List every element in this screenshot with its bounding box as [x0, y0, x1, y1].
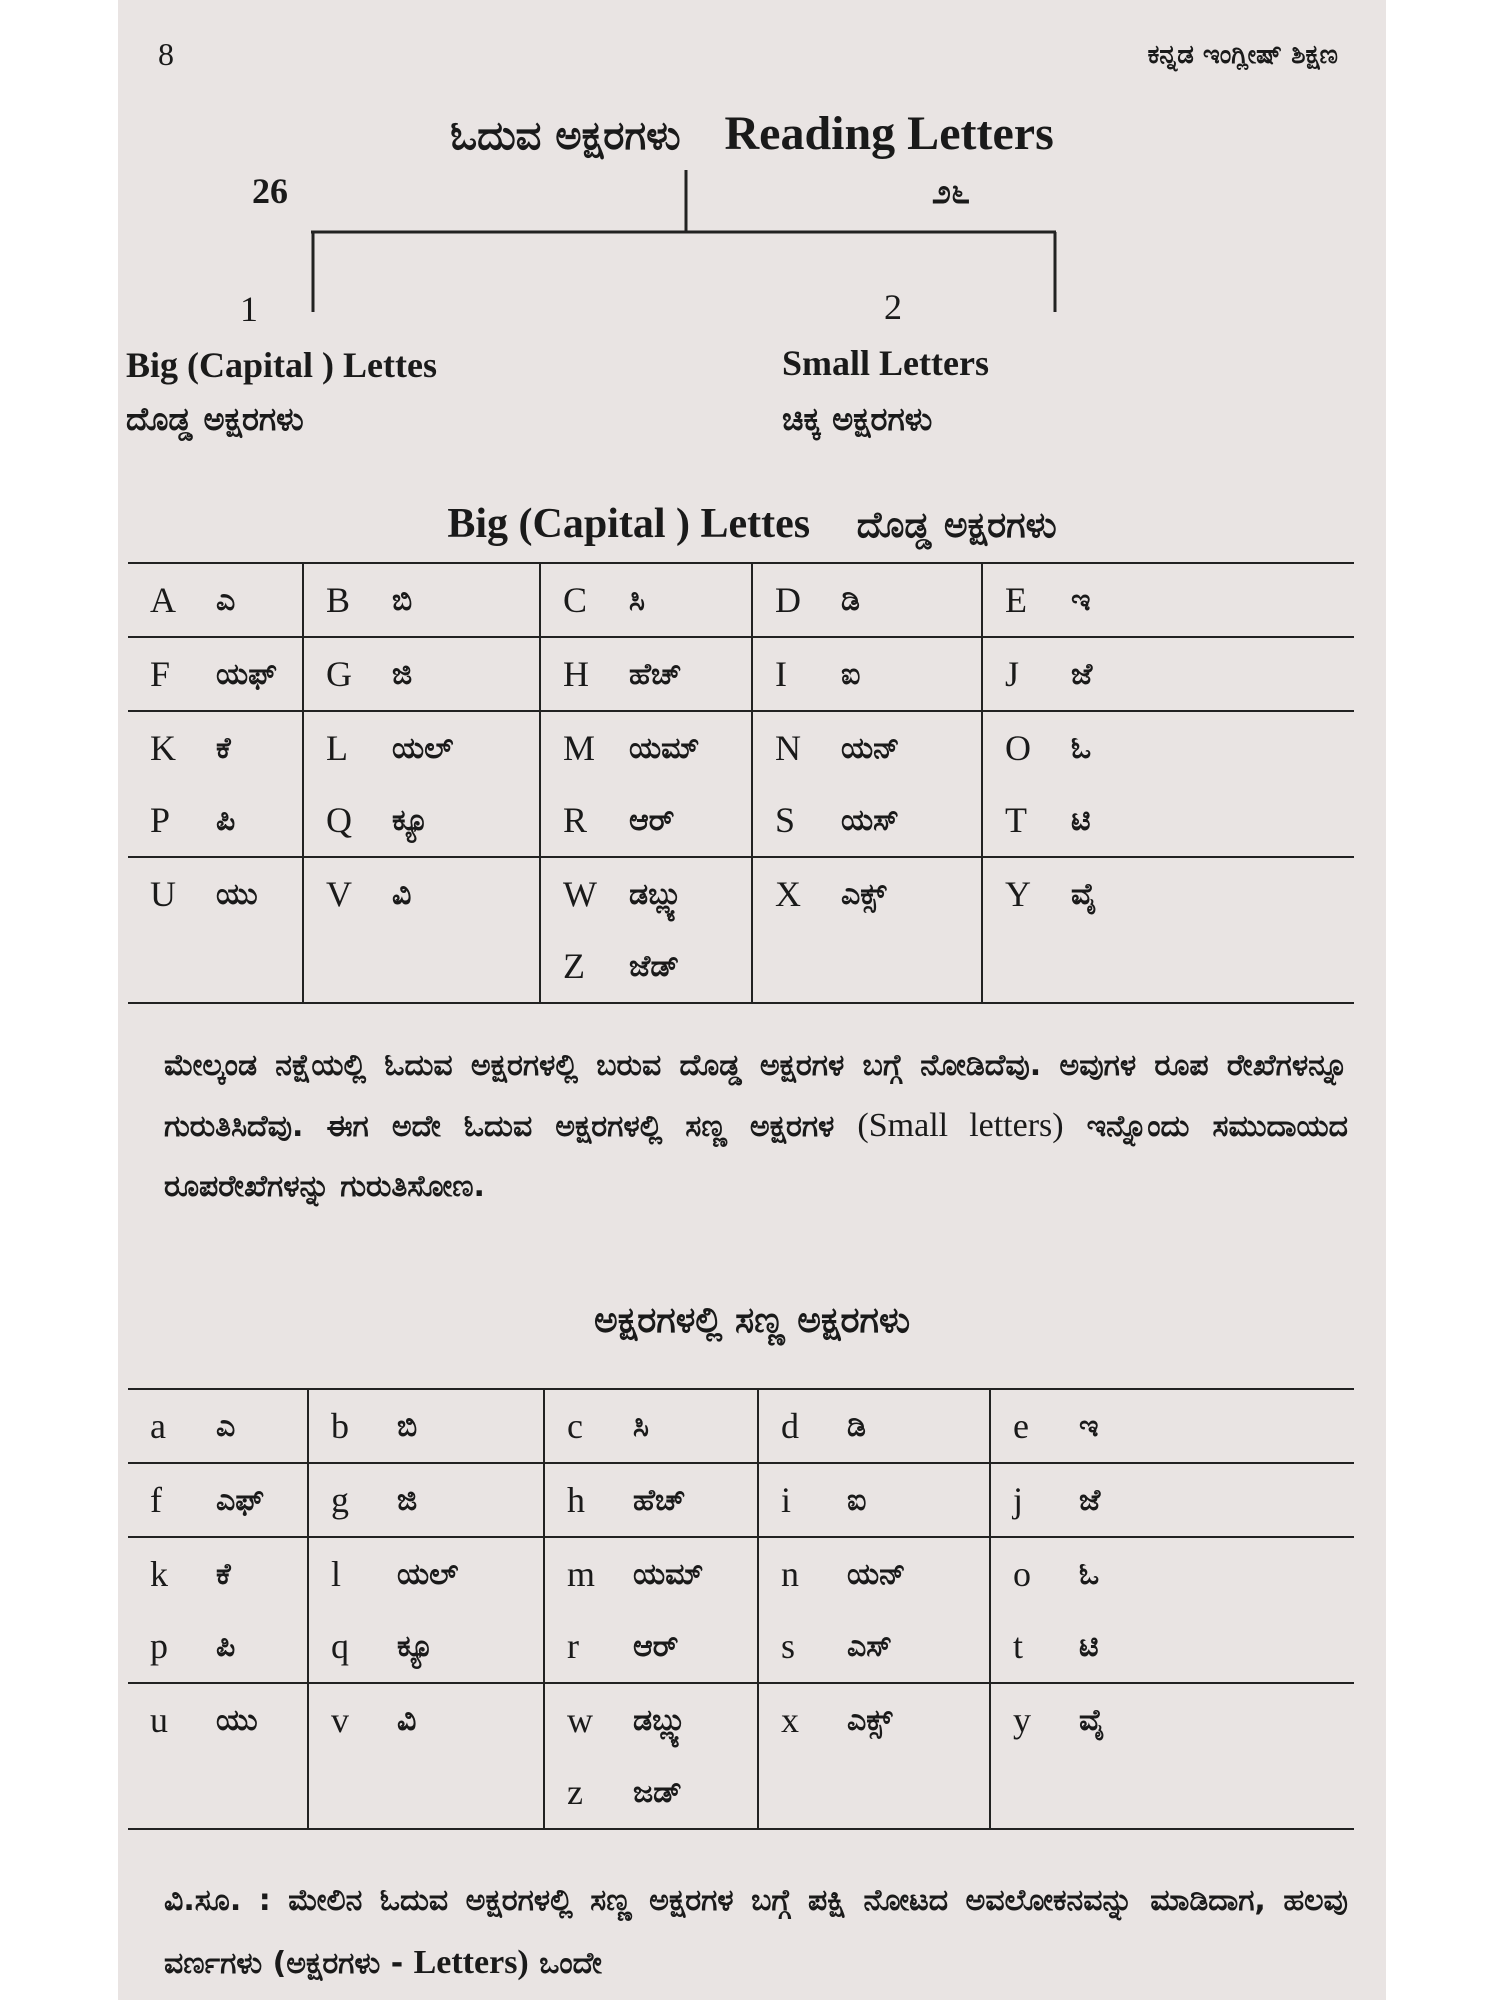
page-number: 8 [158, 36, 174, 72]
letter-entry [304, 638, 539, 710]
letter-entry [983, 712, 1354, 784]
letter-cell [303, 637, 540, 711]
letter: k [150, 1554, 168, 1594]
letter: J [1005, 654, 1020, 694]
letter-entry [545, 1390, 757, 1462]
letter-pronunciation: ಎಫ್ [216, 1482, 265, 1518]
table-row [128, 563, 1354, 637]
letter: h [567, 1480, 585, 1520]
note-english: Letters) [413, 1944, 529, 1981]
letter-entry [128, 784, 302, 856]
letter-entry [753, 784, 981, 856]
letter-entry [309, 1538, 543, 1610]
letter-pronunciation: ಪಿ [216, 1628, 236, 1664]
letter: n [781, 1554, 799, 1594]
letter-pronunciation: ಟಿ [1079, 1628, 1099, 1664]
letter-cell [540, 563, 752, 637]
letter-pronunciation: ಯಫ್ [216, 656, 278, 692]
letter-entry [545, 1684, 757, 1756]
letter-entry [128, 1538, 307, 1610]
letter-entry [545, 1756, 757, 1828]
letter-pronunciation: ಯಲ್ [397, 1556, 459, 1592]
letter: N [775, 728, 801, 768]
letter-cell [758, 1463, 990, 1537]
letter-entry [128, 1610, 307, 1682]
letter-pronunciation: ಯಲ್ [392, 730, 454, 766]
letter-entry [545, 1464, 757, 1536]
letter-cell [540, 857, 752, 1003]
letter-cell [752, 637, 982, 711]
letter: O [1005, 728, 1031, 768]
letter: Q [326, 800, 352, 840]
letter-cell [544, 1389, 758, 1463]
letter: R [563, 800, 588, 840]
letter: z [567, 1772, 583, 1812]
letter-entry [753, 858, 981, 930]
letter-cell [990, 1537, 1354, 1683]
letter: B [326, 580, 351, 620]
letter-pronunciation: ಕೆ [216, 730, 231, 766]
letter-entry [309, 1390, 543, 1462]
letter-entry [304, 564, 539, 636]
letter-entry [541, 564, 751, 636]
letter: y [1013, 1700, 1031, 1740]
letter: t [1013, 1626, 1024, 1666]
letter-pronunciation: ಐ [841, 656, 861, 692]
letter-cell [308, 1537, 544, 1683]
letter-pronunciation: ಯಸ್ [841, 802, 899, 838]
letter-entry [991, 1464, 1354, 1536]
capital-title-english: Big (Capital ) Lettes [447, 501, 811, 547]
letter-pronunciation: ಓ [1071, 730, 1092, 766]
letter: u [150, 1700, 168, 1740]
letter-pronunciation: ವಿ [392, 876, 412, 912]
letter-pronunciation: ಜಿ [392, 656, 413, 692]
letter-cell [540, 711, 752, 857]
letter-entry [983, 564, 1354, 636]
letter-pronunciation: ಡಬ್ಲ್ಯು [633, 1702, 691, 1738]
table-row [128, 711, 1354, 857]
letter: d [781, 1406, 799, 1446]
intro-paragraph [164, 1036, 1348, 1217]
letter: o [1013, 1554, 1031, 1594]
letter-cell [128, 1537, 308, 1683]
note-paragraph [164, 1870, 1348, 1995]
letter-entry [991, 1684, 1354, 1756]
letter-entry [753, 638, 981, 710]
letter: M [563, 728, 596, 768]
letter-entry [304, 784, 539, 856]
letter: j [1013, 1480, 1024, 1520]
table-row [128, 857, 1354, 1003]
letter-entry [128, 858, 302, 930]
letter-pronunciation: ಯು [216, 1702, 258, 1738]
letter-cell [982, 637, 1354, 711]
letter-entry [309, 1464, 543, 1536]
letter-cell [758, 1683, 990, 1829]
letter: S [775, 800, 796, 840]
table-row [128, 637, 1354, 711]
letter-pronunciation: ಪಿ [216, 802, 236, 838]
letter: W [563, 874, 597, 914]
letter-cell [303, 711, 540, 857]
letter-pronunciation: ಇ [1079, 1408, 1099, 1444]
letter-entry [128, 712, 302, 784]
capital-title-kannada: ದೊಡ್ಡ ಅಕ್ಷರಗಳು [856, 505, 1057, 546]
letter: V [326, 874, 352, 914]
index-right: 2 [884, 287, 902, 327]
letter-entry [759, 1610, 989, 1682]
letter-cell [128, 563, 303, 637]
letter-cell [990, 1389, 1354, 1463]
letter-pronunciation: ಜೆಡ್ [629, 948, 680, 984]
letter-pronunciation: ಯಮ್ [633, 1556, 704, 1592]
letter-pronunciation: ಹೆಚ್ [629, 656, 682, 692]
table-row [128, 1537, 1354, 1683]
letter-entry [991, 1610, 1354, 1682]
letter: l [331, 1554, 342, 1594]
letter-entry [541, 712, 751, 784]
letter-entry [991, 1538, 1354, 1610]
letter: w [567, 1700, 593, 1740]
note-part2: ಒಂದೇ [539, 1946, 602, 1981]
count-right: ೨೬ [932, 172, 971, 212]
letter: E [1005, 580, 1027, 620]
letter-cell [544, 1683, 758, 1829]
letter-entry [309, 1610, 543, 1682]
letter-pronunciation: ಓ [1079, 1556, 1100, 1592]
letter-pronunciation: ಯು [216, 876, 258, 912]
table-row [128, 1463, 1354, 1537]
letter-entry [753, 712, 981, 784]
letter: c [567, 1406, 583, 1446]
letter: I [775, 654, 787, 694]
letter-cell [752, 563, 982, 637]
letter-entry [541, 638, 751, 710]
letter-pronunciation: ಜೆ [1079, 1482, 1101, 1518]
letter-pronunciation: ಎಕ್ಸ್ [841, 876, 887, 912]
letter-entry [759, 1464, 989, 1536]
letter: m [567, 1554, 596, 1594]
letter-pronunciation: ಬಿ [392, 582, 413, 618]
letter-cell [990, 1463, 1354, 1537]
letter-cell [128, 637, 303, 711]
book-page [118, 0, 1386, 2000]
letter-entry [759, 1390, 989, 1462]
letter-pronunciation: ಸಿ [633, 1408, 649, 1444]
letter-cell [303, 563, 540, 637]
letter-entry [541, 784, 751, 856]
letter-cell [982, 711, 1354, 857]
letter-cell [308, 1389, 544, 1463]
index-left: 1 [240, 289, 258, 329]
letter-entry [128, 1390, 307, 1462]
letter-entry [304, 712, 539, 784]
letter-cell [758, 1537, 990, 1683]
letter-pronunciation: ಹೆಚ್ [633, 1482, 686, 1518]
title-kannada: ಓದುವ ಅಕ್ಷರಗಳು [450, 113, 681, 159]
letter-cell [308, 1683, 544, 1829]
letter: g [331, 1480, 349, 1520]
small-section-title: ಅಕ್ಷರಗಳಲ್ಲಿ ಸಣ್ಣ ಅಕ್ಷರಗಳು [593, 1300, 911, 1341]
table-row [128, 1389, 1354, 1463]
letter-entry [759, 1538, 989, 1610]
letter-pronunciation: ಇ [1071, 582, 1091, 618]
letter-pronunciation: ಡಿ [841, 582, 860, 618]
letter-entry [983, 858, 1354, 930]
letter-entry [541, 930, 751, 1002]
letter: K [150, 728, 176, 768]
letter: s [781, 1626, 796, 1666]
letter-cell [752, 711, 982, 857]
letter-pronunciation: ಸಿ [629, 582, 645, 618]
paragraph-english: (Small letters) [857, 1107, 1064, 1144]
letter-entry [128, 638, 302, 710]
letter: v [331, 1700, 349, 1740]
letter-cell [128, 1463, 308, 1537]
letter-cell [540, 637, 752, 711]
letter-cell [982, 563, 1354, 637]
letter-pronunciation: ಟಿ [1071, 802, 1091, 838]
letter: i [781, 1480, 792, 1520]
letter-entry [309, 1684, 543, 1756]
letter-pronunciation: ಯನ್ [847, 1556, 906, 1592]
running-title: ಕನ್ನಡ ಇಂಗ್ಲೀಷ್ ಶಿಕ್ಷಣ [1147, 40, 1338, 70]
capital-section-title [118, 500, 1386, 548]
letter-pronunciation: ಜಿ [397, 1482, 418, 1518]
letter-entry [128, 1684, 307, 1756]
letter-pronunciation: ಕ್ಯೂ [397, 1628, 434, 1664]
letter-cell [990, 1683, 1354, 1829]
letter: r [567, 1626, 579, 1666]
letter: P [150, 800, 171, 840]
letter-pronunciation: ವಿ [397, 1702, 417, 1738]
letter-cell [303, 857, 540, 1003]
tree-diagram [118, 0, 1386, 330]
letter-pronunciation: ಕ್ಯೂ [392, 802, 429, 838]
letter-entry [983, 784, 1354, 856]
letter: A [150, 580, 176, 620]
letter-pronunciation: ಐ [847, 1482, 867, 1518]
letter-pronunciation: ಡಿ [847, 1408, 866, 1444]
left-label-kannada: ದೊಡ್ಡ ಅಕ್ಷರಗಳು [126, 400, 304, 438]
letter-cell [544, 1463, 758, 1537]
letter-cell [128, 1683, 308, 1829]
letter: x [781, 1700, 799, 1740]
paragraph-part2: ಇನ್ನೊಂದು ಸಮುದಾಯದ ರೂಪರೇಖೆಗಳನ್ನು ಗುರುತಿಸೋಣ. [164, 1109, 1348, 1204]
letter: L [326, 728, 348, 768]
paragraph-part1: ಮೇಲ್ಕಂಡ ನಕ್ಷೆಯಲ್ಲಿ ಓದುವ ಅಕ್ಷರಗಳಲ್ಲಿ ಬರುವ ದೊಡ್ಡ ಅಕ್ಷರಗಳ ಬಗ್ಗೆ ನೋಡಿದೆವು. ಅವುಗಳ ರೂಪ ರೇಖೆಗಳನ್ನೂ ಗುರುತಿಸಿದೆವು. ಈಗ ಅದೇ ಓದುವ ಅಕ್ಷರಗಳಲ್ಲಿ ಸಣ್ಣ ಅಕ್ಷರಗಳ [164, 1048, 1348, 1144]
letter: a [150, 1406, 166, 1446]
letter-pronunciation: ಆರ್ [629, 802, 675, 838]
letter-cell [128, 711, 303, 857]
letter-entry [541, 858, 751, 930]
letter-cell [758, 1389, 990, 1463]
letter-cell [128, 857, 303, 1003]
left-label-english: Big (Capital ) Lettes [126, 345, 437, 385]
capital-letters-table [128, 562, 1354, 1004]
letter-pronunciation: ಜಡ್ [633, 1774, 682, 1810]
note-part1: ವಿ.ಸೂ. : ಮೇಲಿನ ಓದುವ ಅಕ್ಷರಗಳಲ್ಲಿ ಸಣ್ಣ ಅಕ್ಷರಗಳ ಬಗ್ಗೆ ಪಕ್ಷಿ ನೋಟದ ಅವಲೋಕನವನ್ನು ಮಾಡಿದಾಗ, ಹಲವು ವರ್ಣಗಳು (ಅಕ್ಷರಗಳು - [164, 1883, 1348, 1981]
letter-cell [752, 857, 982, 1003]
letter: q [331, 1626, 349, 1666]
letter-entry [983, 638, 1354, 710]
letter-cell [544, 1537, 758, 1683]
letter-pronunciation: ಯನ್ [841, 730, 900, 766]
letter: H [563, 654, 589, 694]
letter-pronunciation: ಕೆ [216, 1556, 231, 1592]
letter: e [1013, 1406, 1029, 1446]
letter: T [1005, 800, 1027, 840]
letter-pronunciation: ಆರ್ [633, 1628, 679, 1664]
letter-entry [545, 1610, 757, 1682]
small-letters-table [128, 1388, 1354, 1830]
letter-pronunciation: ಯಮ್ [629, 730, 700, 766]
letter-pronunciation: ಡಬ್ಲ್ಯು [629, 876, 687, 912]
right-label-english: Small Letters [782, 343, 989, 383]
letter: Z [563, 946, 585, 986]
letter-pronunciation: ಬಿ [397, 1408, 418, 1444]
letter-cell [982, 857, 1354, 1003]
letter: C [563, 580, 588, 620]
letter: p [150, 1626, 168, 1666]
letter: F [150, 654, 171, 694]
letter-pronunciation: ಜೆ [1071, 656, 1093, 692]
letter-cell [308, 1463, 544, 1537]
letter: U [150, 874, 176, 914]
letter: b [331, 1406, 349, 1446]
title-english: Reading Letters [724, 107, 1054, 160]
table-row [128, 1683, 1354, 1829]
count-left: 26 [252, 171, 288, 211]
letter-entry [759, 1684, 989, 1756]
letter-pronunciation: ಎ [216, 1408, 236, 1444]
letter-entry [545, 1538, 757, 1610]
letter-pronunciation: ಎಕ್ಸ್ [847, 1702, 893, 1738]
letter: G [326, 654, 352, 694]
letter-entry [991, 1390, 1354, 1462]
letter-entry [304, 858, 539, 930]
letter-cell [128, 1389, 308, 1463]
letter-pronunciation: ಎ [216, 582, 236, 618]
letter-pronunciation: ವೈ [1071, 876, 1097, 912]
letter-pronunciation: ಎಸ್ [847, 1628, 892, 1664]
letter-entry [753, 564, 981, 636]
letter-pronunciation: ವೈ [1079, 1702, 1105, 1738]
letter-entry [128, 1464, 307, 1536]
letter: f [150, 1480, 162, 1520]
letter: D [775, 580, 801, 620]
letter: Y [1005, 874, 1031, 914]
letter: X [775, 874, 801, 914]
letter-entry [128, 564, 302, 636]
right-label-kannada: ಚಿಕ್ಕ ಅಕ್ಷರಗಳು [782, 400, 933, 438]
